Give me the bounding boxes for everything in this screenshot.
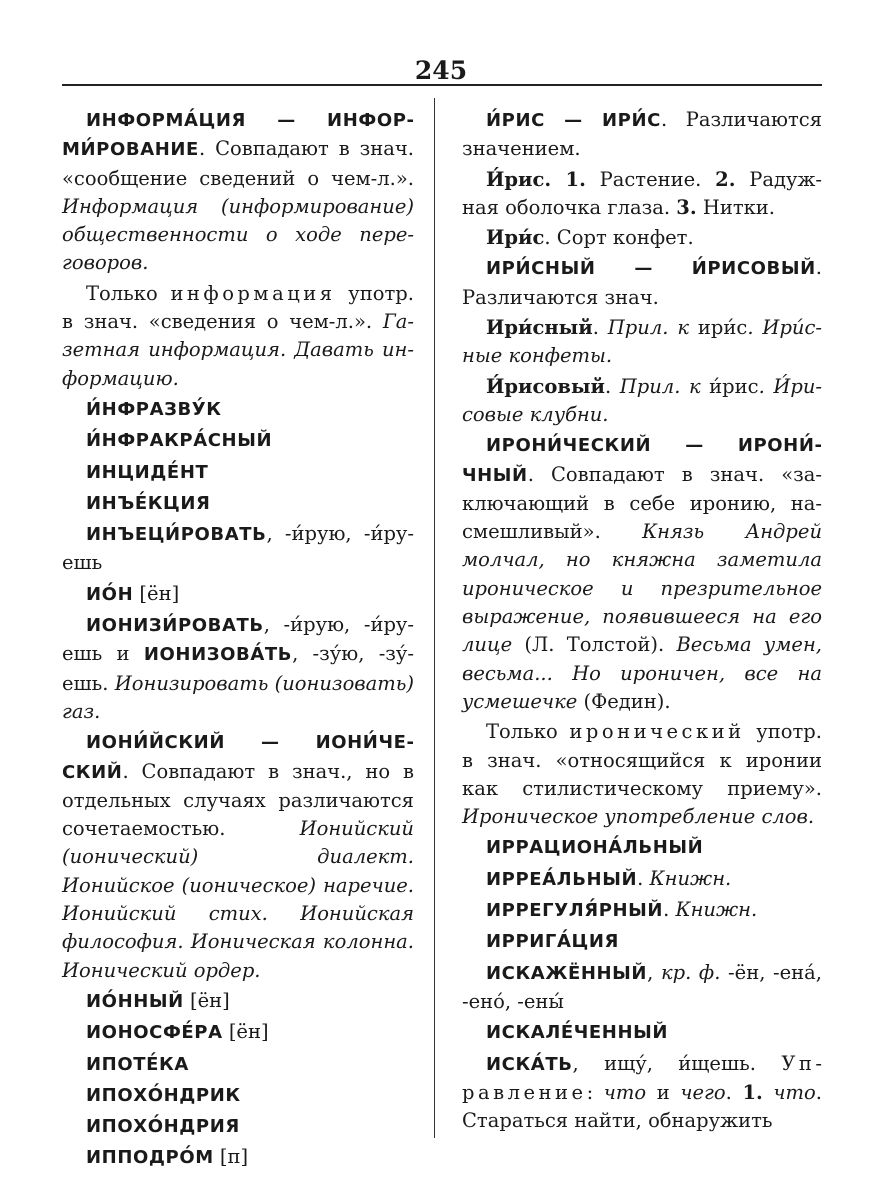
- dictionary-entry: [62, 458, 414, 487]
- entry-text: . Различаются значением.: [462, 108, 822, 161]
- entry-text: :: [586, 1080, 604, 1104]
- headword: ИОНИ́ЙСКИЙ — ИОНИ́ЧЕСКИЙ: [62, 732, 414, 783]
- entry-text: Ионийский (ионический) диалект. Ионийское (ионическое) наречие. Ионийский стих. Ионийская философия. Ионическая колонна. Ионический ордер.: [62, 817, 414, 982]
- entry-text: Князь Андрей молчал, но княжна заметила ироническое и презрительное выражение, появившееся на его лице: [462, 520, 822, 657]
- entry-text: Радужная оболочка глаза.: [462, 167, 822, 219]
- headword: ИРРАЦИОНА́ЛЬНЫЙ: [486, 837, 704, 859]
- entry-text: . Совпадают в знач. «сообщение сведений о чем-л.».: [62, 137, 414, 190]
- entry-text: 2.: [715, 167, 736, 191]
- entry-text: Прил. к: [607, 316, 698, 340]
- entry-text: [ён]: [133, 581, 180, 605]
- entry-text: Книжн.: [649, 866, 732, 890]
- dictionary-entry: [462, 106, 822, 164]
- entry-text: информация: [170, 281, 336, 305]
- entry-text: .: [725, 1080, 743, 1104]
- headword: ИНЦИДЕ́НТ: [86, 461, 209, 483]
- headword: ИРРЕА́ЛЬНЫЙ: [486, 868, 638, 890]
- column-divider: [434, 98, 435, 1138]
- headword: ИРРЕГУЛЯ́РНЫЙ: [486, 900, 664, 922]
- dictionary-entry: [462, 833, 822, 862]
- dictionary-entry: [462, 373, 822, 430]
- entry-text: . Совпадают в знач., но в отдельных случаях различаются сочетаемостью.: [62, 759, 414, 841]
- headword: ИОНИЗИ́РОВАТЬ: [86, 615, 264, 637]
- headword: ИОНОСФЕ́РА: [86, 1022, 223, 1044]
- entry-text: (Л. Толстой).: [524, 633, 677, 657]
- entry-text: [763, 1081, 774, 1104]
- entry-text: , -и́рую, -и́руешь и: [62, 613, 414, 666]
- dictionary-entry: [462, 254, 822, 312]
- entry-text: . Ири́сные конфеты.: [462, 316, 822, 368]
- entry-text: Только: [486, 720, 570, 744]
- entry-text: и: [646, 1080, 681, 1104]
- dictionary-entry: [462, 1050, 822, 1136]
- headword: И́РИС — ИРИ́С: [486, 110, 661, 131]
- headword: ИРИ́СНЫЙ — И́РИСОВЫЙ: [486, 258, 816, 280]
- entry-text: И́рисовый: [486, 374, 605, 398]
- entry-text: Ири́с: [486, 226, 545, 250]
- entry-text: .: [637, 866, 650, 890]
- dictionary-entry: [462, 314, 822, 371]
- entry-text: употр. в знач. «относящийся к иронии как стилистическому приему».: [462, 720, 822, 800]
- dictionary-entry: [462, 865, 822, 894]
- page-number: 245: [414, 56, 468, 85]
- entry-text: ,: [647, 960, 661, 984]
- left-column: [62, 106, 414, 1175]
- dictionary-entry: [62, 520, 414, 578]
- entry-text: чего: [680, 1080, 726, 1104]
- entry-text: Только: [86, 281, 171, 305]
- entry-text: .: [663, 898, 676, 922]
- entry-text: ири́с: [697, 316, 748, 340]
- dictionary-entry: [62, 106, 414, 278]
- headword: И́НФРАЗВУ́К: [86, 398, 222, 420]
- entry-text: . Различаются знач.: [462, 256, 822, 309]
- dictionary-entry: [462, 431, 822, 716]
- entry-text: [п]: [213, 1145, 249, 1169]
- entry-text: что: [773, 1080, 816, 1104]
- headword: ИНЪЕ́КЦИЯ: [86, 492, 211, 514]
- dictionary-entry: [462, 927, 822, 956]
- dictionary-entry: [62, 1018, 414, 1047]
- entry-text: И́рис. 1.: [486, 167, 586, 191]
- headword: ИО́Н: [86, 583, 134, 605]
- entry-text: , -зу́ю, -зу́ешь.: [62, 642, 414, 695]
- dictionary-entry: [62, 987, 414, 1016]
- entry-text: Растение.: [585, 167, 716, 191]
- dictionary-entry: [62, 395, 414, 424]
- headword: ИСКА́ТЬ: [486, 1053, 573, 1075]
- entry-text: иронический: [569, 720, 745, 744]
- entry-text: употр. в знач. «сведения о чем-л.».: [62, 281, 414, 334]
- dictionary-entry: [462, 718, 822, 831]
- entry-text: Книжн.: [675, 898, 758, 922]
- dictionary-entry: [462, 959, 822, 1017]
- entry-text: 1.: [742, 1080, 763, 1104]
- entry-text: . И́рисовые клубни.: [462, 374, 822, 426]
- dictionary-entry: [62, 1081, 414, 1110]
- entry-text: Управление: [462, 1051, 822, 1104]
- entry-text: (Федин).: [583, 689, 671, 713]
- entry-text: . Сорт конфет.: [544, 226, 694, 250]
- dictionary-entry: [462, 224, 822, 252]
- headword: ИПОТЕ́КА: [86, 1053, 189, 1075]
- dictionary-entry: [62, 1112, 414, 1141]
- entry-text: , -и́рую, -и́руешь: [62, 522, 414, 575]
- headword: ИПОХО́НДРИК: [86, 1084, 241, 1106]
- headword: ИПОХО́НДРИЯ: [86, 1116, 240, 1138]
- dictionary-entry: [462, 896, 822, 925]
- right-column: [462, 106, 822, 1137]
- entry-text: Нитки.: [696, 195, 775, 219]
- dictionary-entry: [62, 489, 414, 518]
- headword: ИОНИЗОВА́ТЬ: [143, 644, 293, 666]
- headword: ИО́ННЫЙ: [86, 990, 184, 1012]
- entry-text: .: [604, 374, 620, 398]
- headword: И́НФРАКРА́СНЫЙ: [86, 430, 273, 452]
- headword: ИНФОРМА́ЦИЯ — ИНФОРМИ́РОВАНИЕ: [62, 110, 414, 161]
- entry-text: Ироническое употребление слов.: [462, 805, 815, 829]
- dictionary-entry: [462, 166, 822, 223]
- entry-text: Весьма умен, весьма... Но ироничен, все на усмешечке: [462, 633, 822, 713]
- entry-text: . Стараться найти, обнаружить: [462, 1080, 822, 1133]
- entry-text: 3.: [676, 195, 697, 219]
- dictionary-entry: [62, 426, 414, 455]
- dictionary-entry: [62, 280, 414, 393]
- headword: ИРОНИ́ЧЕСКИЙ — ИРОНИ́ЧНЫЙ: [462, 435, 822, 486]
- dictionary-entry: [62, 580, 414, 609]
- dictionary-entry: [62, 1143, 414, 1172]
- dictionary-entry: [62, 1050, 414, 1079]
- entry-text: Информация (информирование) общественности о ходе переговоров.: [62, 194, 414, 275]
- entry-text: [ён]: [222, 1020, 269, 1044]
- headword: ИРРИГА́ЦИЯ: [486, 931, 619, 953]
- headword: ИНЪЕЦИ́РОВАТЬ: [86, 524, 267, 546]
- entry-text: Газетная информация. Давать информацию.: [62, 310, 414, 390]
- entry-text: кр. ф.: [660, 960, 721, 984]
- headword: ИППОДРО́М: [86, 1147, 214, 1169]
- dictionary-entry: [62, 611, 414, 726]
- entry-text: , ищу́, и́щешь.: [572, 1051, 782, 1075]
- entry-text: Ионизировать (ионизовать) газ.: [62, 671, 414, 723]
- dictionary-entry: [62, 728, 414, 985]
- entry-text: Прил. к: [619, 374, 710, 398]
- entry-text: что: [603, 1080, 647, 1104]
- entry-text: и́рис: [709, 374, 759, 398]
- header-rule: [62, 84, 822, 86]
- entry-text: [ён]: [183, 988, 230, 1012]
- headword: ИСКАЖЁННЫЙ: [486, 962, 648, 984]
- headword: ИСКАЛЕ́ЧЕННЫЙ: [486, 1022, 669, 1044]
- entry-text: Ири́сный: [486, 316, 593, 340]
- entry-text: . Совпадают в знач. «заключающий в себе иронию, насмешливый».: [462, 462, 822, 544]
- entry-text: -ён, -ена́, -ено́, -ены́: [462, 960, 822, 1013]
- dictionary-entry: [462, 1018, 822, 1047]
- entry-text: .: [592, 316, 608, 340]
